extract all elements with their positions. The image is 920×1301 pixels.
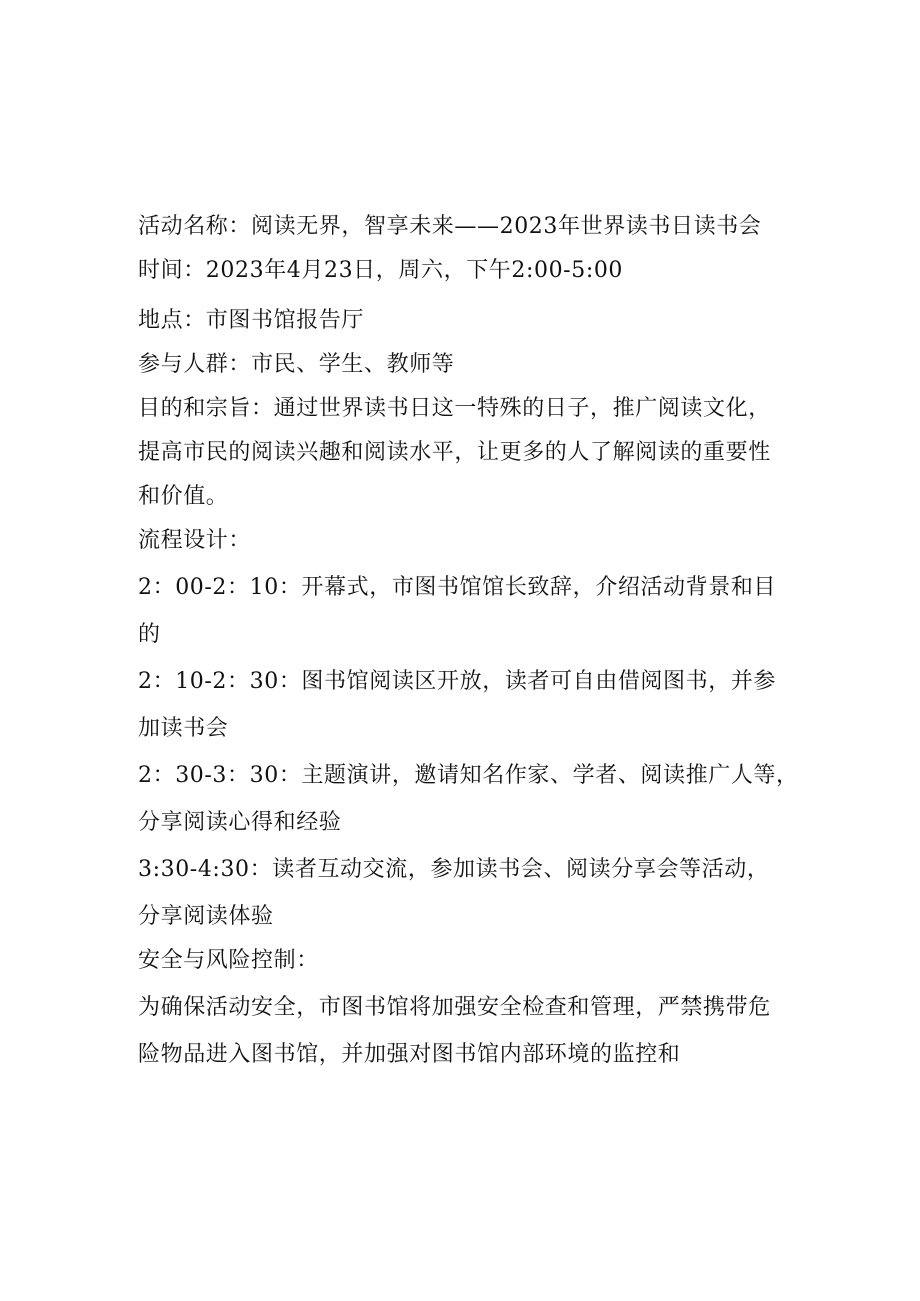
schedule-item-2-line-1: 2：10-2：30：图书馆阅读区开放，读者可自由借阅图书，并参: [138, 669, 777, 694]
safety-line-1: 为确保活动安全，市图书馆将加强安全检查和管理，严禁携带危: [138, 995, 771, 1020]
safety-heading: 安全与风险控制：: [138, 948, 319, 973]
participants-line: 参与人群：市民、学生、教师等: [138, 352, 455, 377]
schedule-item-4-line-1: 3:30-4:30：读者互动交流，参加读书会、阅读分享会等活动，: [138, 857, 770, 882]
schedule-item-4-line-2: 分享阅读体验: [138, 904, 274, 929]
time-line: 时间：2023年4月23日，周六，下午2:00-5:00: [138, 258, 624, 283]
schedule-item-2-line-2: 加读书会: [138, 716, 229, 741]
schedule-item-3-line-2: 分享阅读心得和经验: [138, 810, 342, 835]
document-body: [138, 205, 818, 1077]
schedule-item-1-line-2: 的: [138, 622, 161, 647]
schedule-item-3-line-1: 2：30-3：30：主题演讲，邀请知名作家、学者、阅读推广人等，: [138, 763, 799, 788]
process-heading: 流程设计：: [138, 528, 252, 553]
purpose-line-2: 提高市民的阅读兴趣和阅读水平，让更多的人了解阅读的重要性: [138, 440, 771, 465]
activity-name-line: 活动名称：阅读无界，智享未来——2023年世界读书日读书会: [138, 214, 762, 239]
location-line: 地点：市图书馆报告厅: [138, 308, 365, 333]
purpose-line-3: 和价值。: [138, 484, 229, 509]
safety-line-2: 险物品进入图书馆，并加强对图书馆内部环境的监控和: [138, 1042, 681, 1067]
schedule-item-1-line-1: 2：00-2：10：开幕式，市图书馆馆长致辞，介绍活动背景和目: [138, 575, 777, 600]
purpose-line-1: 目的和宗旨：通过世界读书日这一特殊的日子，推广阅读文化，: [138, 396, 771, 421]
